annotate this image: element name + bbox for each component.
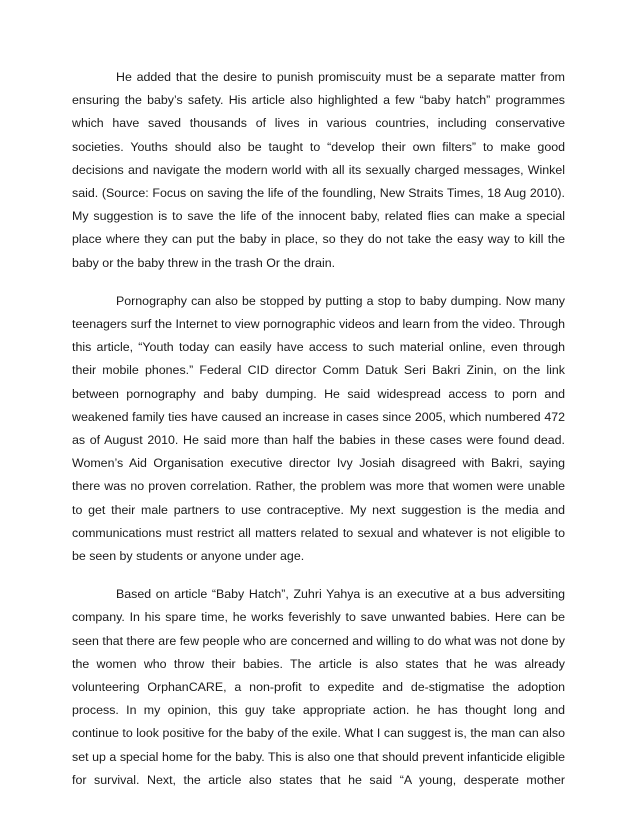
paragraph-3: Based on article “Baby Hatch”, Zuhri Yahya is an executive at a bus adversiting company. In his spare time, he works feverishly to save unwanted babies. Here can be seen that there are few people who are concerned and willing to do what was not done by the women who throw their babies. The article is also states that he was already volunteering OrphanCARE, a non-profit to expedite and de-stigmatise the adoption process. In my opinion, this guy take appropriate action. he has thought long and continue to look positive for the baby of the exile. What I can suggest is, the man can also set up a special home for the baby. This is also one that should prevent infanticide eligible for survival. Next, the article also states that he said “A young, desperate mother [72, 587, 565, 787]
document-page [72, 66, 565, 792]
paragraph-1: He added that the desire to punish promiscuity must be a separate matter from ensuring the baby’s safety. His article also highlighted a few “baby hatch” programmes which have saved thousands of lives in various countries, including conservative societies. Youths should also be taught to “develop their own filters” to make good decisions and navigate the modern world with all its sexually charged messages, Winkel said. (Source: Focus on saving the life of the foundling, New Straits Times, 18 Aug 2010). My suggestion is to save the life of the innocent baby, related flies can make a special place where they can put the baby in place, so they do not take the easy way to kill the baby or the baby threw in the trash Or the drain. [72, 70, 565, 270]
paragraph-2: Pornography can also be stopped by putting a stop to baby dumping. Now many teenagers surf the Internet to view pornographic videos and learn from the video. Through this article, “Youth today can easily have access to such material online, even through their mobile phones.” Federal CID director Comm Datuk Seri Bakri Zinin, on the link between pornography and baby dumping. He said widespread access to porn and weakened family ties have caused an increase in cases since 2005, which numbered 472 as of August 2010. He said more than half the babies in these cases were found dead. Women’s Aid Organisation executive director Ivy Josiah disagreed with Bakri, saying there was no proven correlation. Rather, the problem was more that women were unable to get their male partners to use contraceptive. My next suggestion is the media and communications must restrict all matters related to sexual and whatever is not eligible to be seen by students or anyone under age. [72, 293, 565, 564]
